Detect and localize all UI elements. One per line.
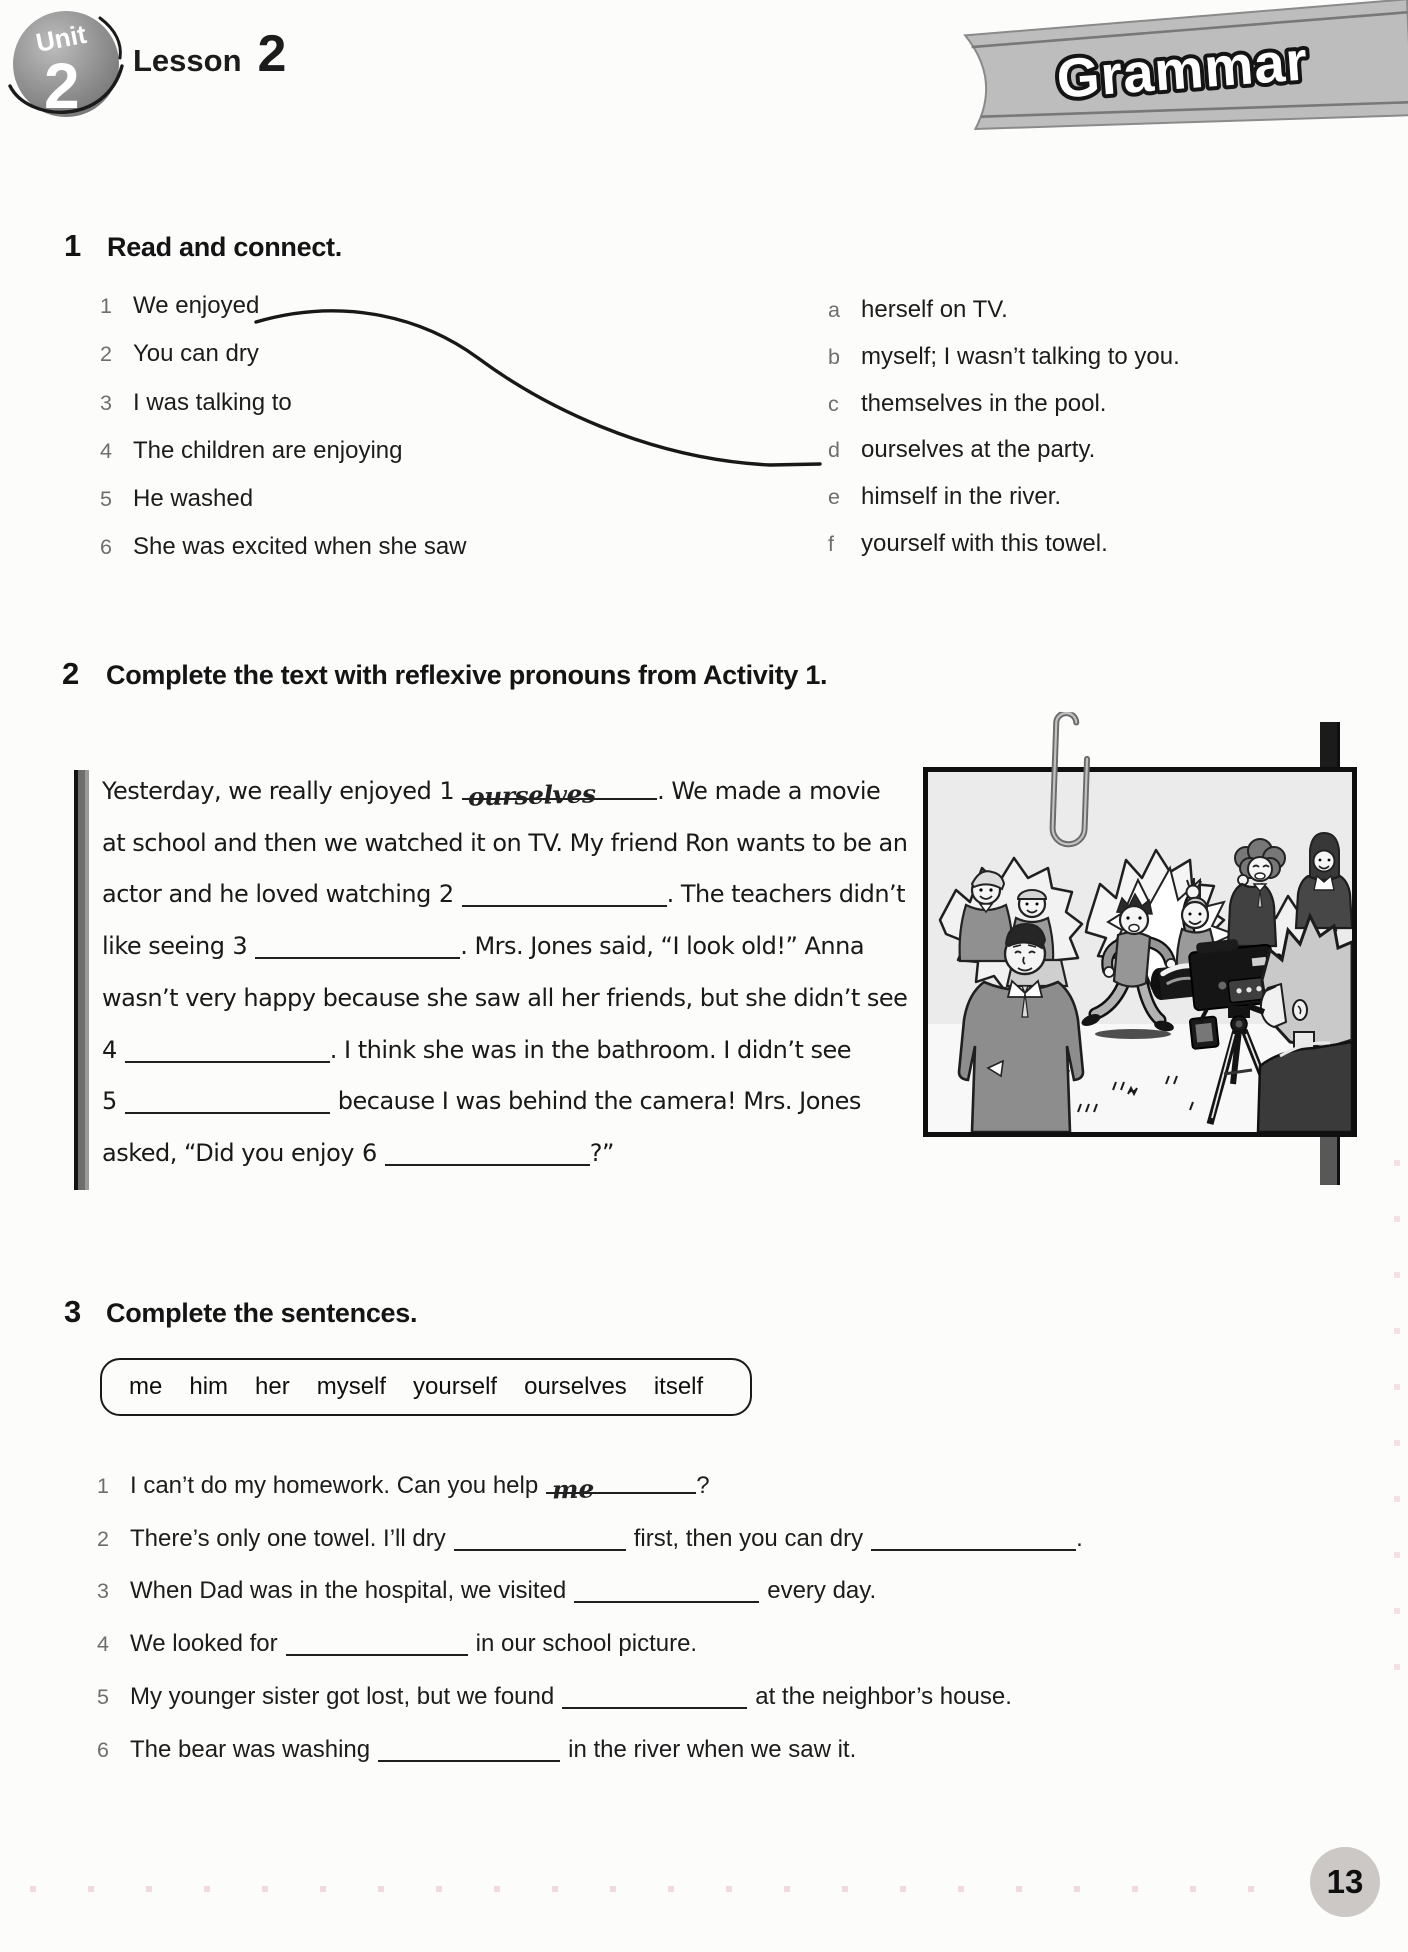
text-segment: actor and he loved watching xyxy=(102,880,431,909)
sentence-row xyxy=(97,1460,1083,1513)
text-segment: every day. xyxy=(767,1577,877,1605)
blank-number: 2 xyxy=(438,880,454,909)
text-segment: at the neighbor’s house. xyxy=(755,1682,1012,1710)
item-letter: e xyxy=(828,485,840,510)
text-segment: like seeing xyxy=(102,932,225,961)
list-item xyxy=(828,530,1180,577)
connection-line-1-to-d xyxy=(248,296,828,476)
item-number: 6 xyxy=(100,535,112,560)
list-item xyxy=(828,436,1180,483)
activity1-title: Read and connect. xyxy=(107,232,342,262)
text-segment: ? xyxy=(696,1472,710,1499)
activity2-text xyxy=(102,766,932,1180)
item-number: 5 xyxy=(100,487,112,512)
activity3-number: 3 xyxy=(64,1294,82,1329)
text-segment: first, then you can dry xyxy=(633,1524,864,1552)
item-text: I was talking to xyxy=(133,388,292,416)
item-text: ourselves at the party. xyxy=(861,436,1096,464)
word-bank-item: her xyxy=(255,1373,290,1400)
page-number-badge xyxy=(1310,1847,1380,1917)
list-item xyxy=(828,390,1180,437)
item-text: yourself with this towel. xyxy=(861,529,1108,557)
answer-blank-6 xyxy=(385,1136,590,1166)
unit-word: Unit xyxy=(33,18,89,58)
item-text: themselves in the pool. xyxy=(861,389,1107,417)
text-segment: asked, “Did you enjoy xyxy=(102,1138,354,1167)
text-line xyxy=(102,921,932,973)
text-segment: ?” xyxy=(589,1138,614,1167)
word-bank-item: myself xyxy=(316,1373,387,1400)
answer-blank xyxy=(286,1626,468,1656)
text-segment: When Dad was in the hospital, we visited xyxy=(130,1577,567,1605)
movie-filming-illustration xyxy=(923,767,1357,1137)
activity3-title: Complete the sentences. xyxy=(106,1298,418,1328)
grammar-banner xyxy=(935,0,1408,155)
activity1-right-column xyxy=(828,296,1180,577)
item-text: She was excited when she saw xyxy=(133,533,467,561)
item-text: You can dry xyxy=(133,340,259,368)
list-item xyxy=(828,483,1180,530)
item-text: myself; I wasn’t talking to you. xyxy=(861,342,1180,370)
answer-blank-5 xyxy=(125,1084,330,1114)
activity2-title: Complete the text with reflexive pronouns from Activity 1. xyxy=(106,660,828,690)
item-text: himself in the river. xyxy=(861,483,1062,511)
blank-number: 1 xyxy=(439,777,455,805)
text-panel-side-bar xyxy=(74,770,89,1190)
page-number: 13 xyxy=(1326,1863,1364,1900)
text-segment: We looked for xyxy=(130,1630,278,1658)
unit-badge-graphic xyxy=(8,6,132,130)
answer-blank-3 xyxy=(255,929,460,959)
text-segment: . We made a movie xyxy=(657,777,881,805)
blank-number: 3 xyxy=(232,932,248,961)
answer-blank-4 xyxy=(125,1033,330,1063)
unit-number: 2 xyxy=(44,50,80,122)
sentence-row xyxy=(97,1724,1083,1777)
text-segment: in our school picture. xyxy=(475,1630,698,1658)
text-segment: wasn’t very happy because she saw all her friends, but she didn’t see xyxy=(102,983,908,1012)
answer-blank xyxy=(454,1521,626,1551)
handwritten-answer: ourselves xyxy=(467,779,596,812)
answer-blank xyxy=(871,1521,1076,1551)
paperclip-icon xyxy=(1029,711,1092,865)
sentence-row xyxy=(97,1671,1083,1724)
list-item xyxy=(100,485,467,533)
banner-title: Grammar xyxy=(1054,29,1311,110)
sentence-row xyxy=(97,1565,1083,1618)
answer-blank xyxy=(574,1573,759,1603)
text-segment: . xyxy=(1076,1524,1083,1552)
word-bank-item: itself xyxy=(653,1373,704,1400)
item-letter: a xyxy=(828,298,840,322)
item-letter: c xyxy=(828,391,839,416)
item-text: herself on TV. xyxy=(861,296,1008,323)
sentence-number: 5 xyxy=(97,1684,109,1709)
item-text: We enjoyed xyxy=(133,292,260,319)
text-segment: because I was behind the camera! Mrs. Jones xyxy=(337,1087,861,1116)
blank-number: 6 xyxy=(361,1138,377,1167)
item-letter: b xyxy=(828,344,840,369)
sentence-number: 1 xyxy=(97,1474,109,1498)
text-line xyxy=(102,1076,932,1128)
text-segment: . The teachers didn’t xyxy=(666,880,906,909)
binding-dots-row xyxy=(30,1886,1290,1892)
text-segment: . Mrs. Jones said, “I look old!” Anna xyxy=(460,932,865,961)
list-item xyxy=(100,533,467,581)
text-line xyxy=(102,766,932,818)
text-line xyxy=(102,818,932,870)
text-line xyxy=(102,869,932,921)
text-segment: at school and then we watched it on TV. My friend Ron wants to be an xyxy=(102,828,908,857)
item-text: He washed xyxy=(133,485,254,513)
word-bank-item: yourself xyxy=(413,1373,498,1400)
answer-blank-2 xyxy=(462,877,667,907)
word-bank-item: ourselves xyxy=(524,1373,627,1400)
item-letter: f xyxy=(828,531,834,556)
answer-blank xyxy=(378,1732,560,1762)
activity2-number: 2 xyxy=(62,656,80,691)
sentence-number: 3 xyxy=(97,1579,109,1604)
sentence-row xyxy=(97,1513,1083,1566)
answer-blank xyxy=(562,1679,747,1709)
handwritten-answer: me xyxy=(551,1474,595,1505)
lesson-number: 2 xyxy=(257,25,287,83)
answer-blank xyxy=(546,1464,696,1505)
item-number: 4 xyxy=(100,438,112,463)
unit-badge xyxy=(8,6,132,135)
text-line xyxy=(102,1128,932,1180)
sentence-number: 6 xyxy=(97,1737,109,1762)
item-number: 3 xyxy=(100,390,112,415)
item-text: The children are enjoying xyxy=(133,436,403,464)
sentence-row xyxy=(97,1618,1083,1671)
lesson-heading xyxy=(133,24,286,84)
text-segment: The bear was washing xyxy=(130,1735,371,1763)
text-segment: Yesterday, we really enjoyed xyxy=(102,777,432,805)
text-line xyxy=(102,1025,932,1077)
list-item xyxy=(828,343,1180,390)
word-bank-item: me xyxy=(129,1373,163,1400)
illustration-scene xyxy=(928,772,1352,1132)
grammar-banner-ribbon xyxy=(935,0,1408,150)
word-bank xyxy=(100,1358,752,1416)
answer-blank-1 xyxy=(462,770,657,812)
text-segment: There’s only one towel. I’ll dry xyxy=(130,1524,446,1552)
activity3-sentences xyxy=(97,1460,1083,1776)
text-segment: in the river when we saw it. xyxy=(568,1735,857,1763)
text-segment: My younger sister got lost, but we found xyxy=(130,1682,555,1710)
blank-number: 4 xyxy=(102,1035,117,1064)
activity1-number: 1 xyxy=(64,228,82,263)
blank-number: 5 xyxy=(102,1087,117,1116)
sentence-number: 4 xyxy=(97,1632,109,1657)
item-letter: d xyxy=(828,438,840,463)
lesson-word: Lesson xyxy=(133,43,242,78)
text-line xyxy=(102,973,932,1025)
word-bank-item: him xyxy=(189,1373,229,1400)
item-number: 2 xyxy=(100,342,112,367)
item-number: 1 xyxy=(100,294,112,318)
list-item xyxy=(828,296,1180,343)
text-segment: . I think she was in the bathroom. I didn’t see xyxy=(329,1035,852,1064)
sentence-number: 2 xyxy=(97,1526,109,1551)
text-segment: I can’t do my homework. Can you help xyxy=(130,1472,539,1499)
binding-dots-column xyxy=(1394,1160,1400,1720)
